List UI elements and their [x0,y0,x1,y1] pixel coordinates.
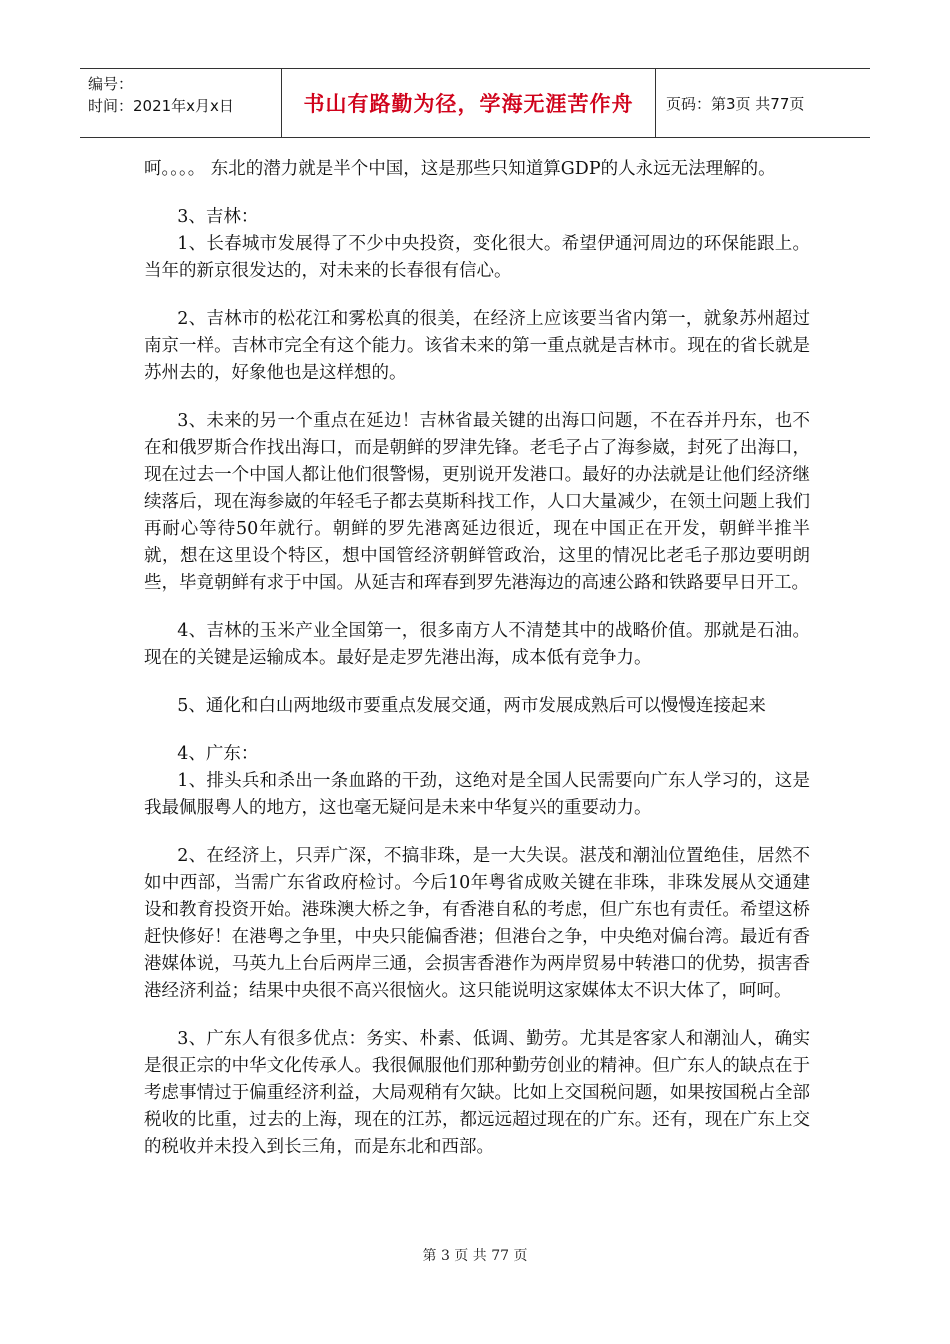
document-number-label: 编号： [88,75,134,93]
paragraph-jilin-4: 4、吉林的玉米产业全国第一，很多南方人不清楚其中的战略价值。那就是石油。 现在的关键是运输成本。最好是走罗先港出海，成本低有竞争力。 [144,621,810,668]
paragraph-jilin-3: 3、未来的另一个重点在延边！吉林省最关键的出海口问题，不在吞并丹东，也不在和俄罗斯合作找出海口，而是朝鲜的罗津先锋。老毛子占了海参崴，封死了出海口，现在过去一个中国人都让他们很警惕，更别说开发港口。最好的办法就是让他们经济继续落后，现在海参崴的年轻毛子都去莫斯科找工作，人口大量减少，在领土问题上我们再耐心等待50年就行。朝鲜的罗先港离延边很近，现在中国正在开发，朝鲜半推半就，想在这里设个特区，想中国管经济朝鲜管政治，这里的情况比老毛子那边要明朗些，毕竟朝鲜有求于中国。从延吉和珲春到罗先港海边的高速公路和铁路要早日开工。 [144,411,810,593]
paragraph-jilin-5: 5、通化和白山两地级市要重点发展交通，两市发展成熟后可以慢慢连接起来 [177,696,766,716]
document-body [144,156,810,1182]
section-heading-jilin: 3、吉林： [177,207,259,227]
header-page-cell [656,69,870,137]
paragraph-guangdong-1: 1、排头兵和杀出一条血路的干劲，这绝对是全国人民需要向广东人学习的，这是我最佩服粤人的地方，这也毫无疑问是未来中华复兴的重要动力。 [144,771,810,818]
section-heading-guangdong: 4、广东： [177,744,259,764]
header-motto: 书山有路勤为径，学海无涯苦作舟 [303,92,634,116]
header-meta [80,69,282,137]
paragraph-guangdong-3: 3、广东人有很多优点：务实、朴素、低调、勤劳。尤其是客家人和潮汕人，确实是很正宗的中华文化传承人。我很佩服他们那种勤劳创业的精神。但广东人的缺点在于考虑事情过于偏重经济利益，大局观稍有欠缺。比如上交国税问题，如果按国税占全部税收的比重，过去的上海，现在的江苏，都远远超过现在的广东。还有，现在广东上交的税收并未投入到长三角，而是东北和西部。 [144,1029,810,1157]
document-date-label: 时间：2021年x月x日 [88,97,234,115]
paragraph-intro: 呵。。。。 东北的潜力就是半个中国，这是那些只知道算GDP的人永远无法理解的。 [144,159,776,179]
header-page-info: 页码：第3页 共77页 [666,94,805,113]
page-footer: 第 3 页 共 77 页 [422,1248,528,1264]
paragraph-jilin-1: 1、长春城市发展得了不少中央投资，变化很大。希望伊通河周边的环保能跟上。当年的新京很发达的，对未来的长春很有信心。 [144,234,810,281]
header-motto-cell [282,69,656,137]
page-header [80,68,870,138]
paragraph-guangdong-2: 2、在经济上，只弄广深，不搞非珠，是一大失误。湛茂和潮汕位置绝佳，居然不如中西部，当需广东省政府检讨。今后10年粤省成败关键在非珠，非珠发展从交通建设和教育投资开始。港珠澳大桥之争，有香港自私的考虑，但广东也有责任。希望这桥赶快修好！在港粤之争里，中央只能偏香港；但港台之争，中央绝对偏台湾。最近有香港媒体说，马英九上台后两岸三通，会损害香港作为两岸贸易中转港口的优势，损害香港经济利益；结果中央很不高兴很恼火。这只能说明这家媒体太不识大体了，呵呵。 [144,846,810,1001]
paragraph-jilin-2: 2、吉林市的松花江和雾松真的很美，在经济上应该要当省内第一，就象苏州超过南京一样。吉林市完全有这个能力。该省未来的第一重点就是吉林市。现在的省长就是苏州去的，好象他也是这样想的。 [144,309,810,383]
